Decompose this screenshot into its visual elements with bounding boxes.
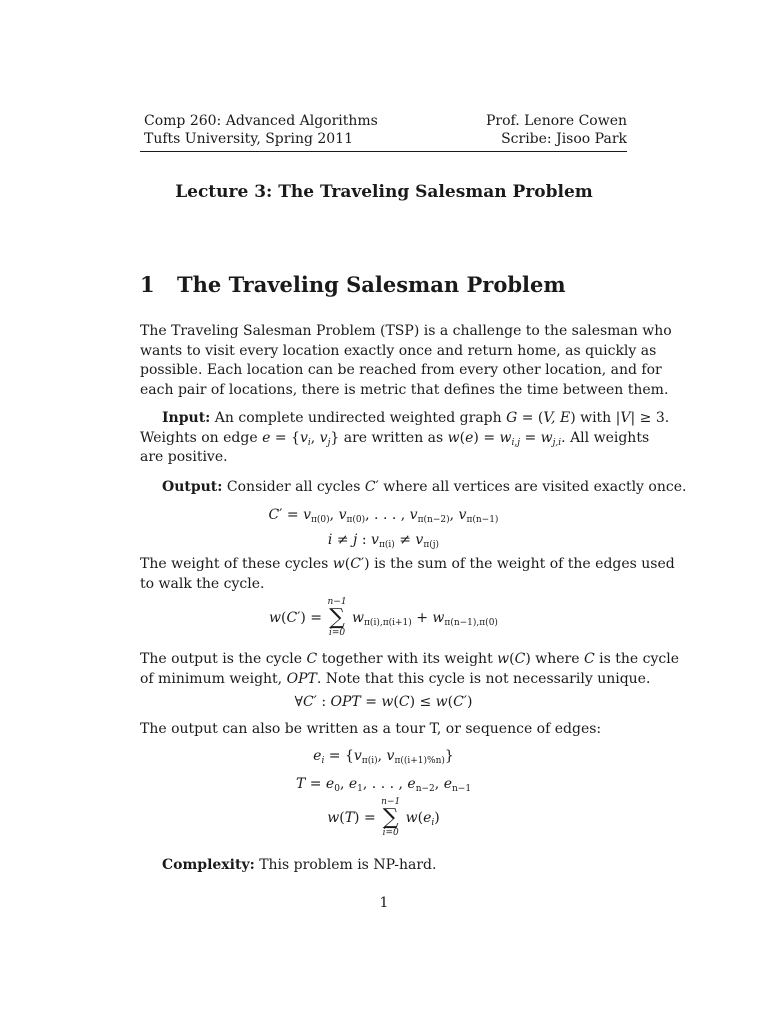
professor-name: Prof. Lenore Cowen <box>485 113 627 129</box>
section-title: The Traveling Salesman Problem <box>177 272 566 297</box>
input-text: An complete undirected weighted graph <box>214 410 502 426</box>
equation-tour: $T = e_0$, $e_1$, . . . , $e_{n-2}$, $e_{n-1}$ <box>295 776 472 794</box>
page-number: 1 <box>379 895 389 911</box>
cycle-text-c: where <box>535 651 580 667</box>
intro-line: wants to visit every location exactly once and return home, as quickly as <box>140 342 657 359</box>
input-label: Input: <box>162 410 211 426</box>
section-number: 1 <box>140 272 155 297</box>
weight-line-2: to walk the cycle. <box>140 575 265 592</box>
cycle-text-b: together with its weight <box>321 651 493 667</box>
equation-cycle-weight: w(C′) = n−1 ∑ i=0 $w_{\pi(i),\pi(i+1)} + w_{\pi(n-1),\pi(0)}$ <box>269 597 498 638</box>
course-name: Comp 260: Advanced Algorithms <box>144 113 378 129</box>
output-line-1: Output: Consider all cycles C′ where all vertices are visited exactly once. <box>162 479 687 495</box>
intro-paragraph <box>140 322 672 400</box>
output-paragraph <box>140 478 687 498</box>
section-heading <box>140 272 566 297</box>
complexity-line <box>140 856 627 876</box>
cycle-text-f: . Note that this cycle is not necessarily unique. <box>316 670 651 687</box>
lecture-title: Lecture 3: The Traveling Salesman Problem <box>175 182 593 202</box>
intro-line: The Traveling Salesman Problem (TSP) is a challenge to the salesman who <box>140 323 672 339</box>
intro-line: each pair of locations, there is metric that defines the time between them. <box>140 381 669 398</box>
input-line-3: are positive. <box>140 449 228 465</box>
complexity-label: Complexity: <box>162 857 255 873</box>
weight-text-a: The weight of these cycles <box>140 556 329 572</box>
input-all-weights: . All weights <box>561 429 650 446</box>
input-written-as: are written as <box>343 429 444 446</box>
output-text-a: Consider all cycles <box>226 479 361 495</box>
header-rule <box>140 151 627 152</box>
complexity-text: This problem is NP-hard. <box>259 857 437 873</box>
intro-line: possible. Each location can be reached from every other location, and for <box>140 362 662 378</box>
input-weights-text: Weights on edge <box>140 429 258 446</box>
tour-line: The output can also be written as a tour T, or sequence of edges: <box>140 721 602 737</box>
output-text-b: where all vertices are visited exactly once. <box>383 479 687 495</box>
university-term: Tufts University, Spring 2011 <box>144 131 353 147</box>
cycle-text-e: of minimum weight, <box>140 670 283 687</box>
complexity-paragraph <box>140 856 627 876</box>
summation-symbol: n−1 ∑ i=0 <box>327 597 347 638</box>
cycle-text-a: The output is the cycle <box>140 651 303 667</box>
weight-text-b: is the sum of the weight of the edges used <box>374 556 675 572</box>
summation-symbol: n−1 ∑ i=0 <box>381 797 401 838</box>
cycle-text-d: is the cycle <box>599 651 679 667</box>
equation-distinct-vertices: i ≠ j : $v_{\pi(i)} \ne v_{\pi(j)}$ <box>327 532 440 550</box>
tour-paragraph <box>140 720 627 740</box>
output-label: Output: <box>162 479 223 495</box>
equation-tour-weight: w(T) = n−1 ∑ i=0 $w(e_i)$ <box>327 797 440 838</box>
cycle-line-1: The output is the cycle C together with its weight w(C) where C is the cycle <box>140 651 679 667</box>
equation-edge: $e_i = \{v_{\pi(i)}$, $v_{\pi((i+1)\%n)}$} <box>313 748 454 766</box>
weight-line-1: The weight of these cycles w(C′) is the sum of the weight of the edges used <box>140 556 675 572</box>
equation-opt: ∀C′ : OPT = w(C) ≤ w(C′) <box>294 694 473 710</box>
equation-cycle-definition: $C' = v_{\pi(0)}$, $v_{\pi(0)}$, . . . , $v_{\pi(n-2)}$, $v_{\pi(n-1)}$ <box>268 507 499 525</box>
cycle-paragraph <box>140 650 679 689</box>
input-line-1: Input: An complete undirected weighted graph G = (V, E) with |V| ≥ 3. <box>162 410 670 426</box>
scribe-name: Scribe: Jisoo Park <box>501 131 627 147</box>
cycle-line-2: of minimum weight, OPT. Note that this cycle is not necessarily unique. <box>140 670 651 687</box>
input-paragraph <box>140 409 670 468</box>
input-line-2: Weights on edge $e = \{v_i$, $v_j$} are written as $w(e) = w_{i,j} = w_{j,i}$. All weights <box>140 429 650 448</box>
weight-paragraph <box>140 555 675 594</box>
